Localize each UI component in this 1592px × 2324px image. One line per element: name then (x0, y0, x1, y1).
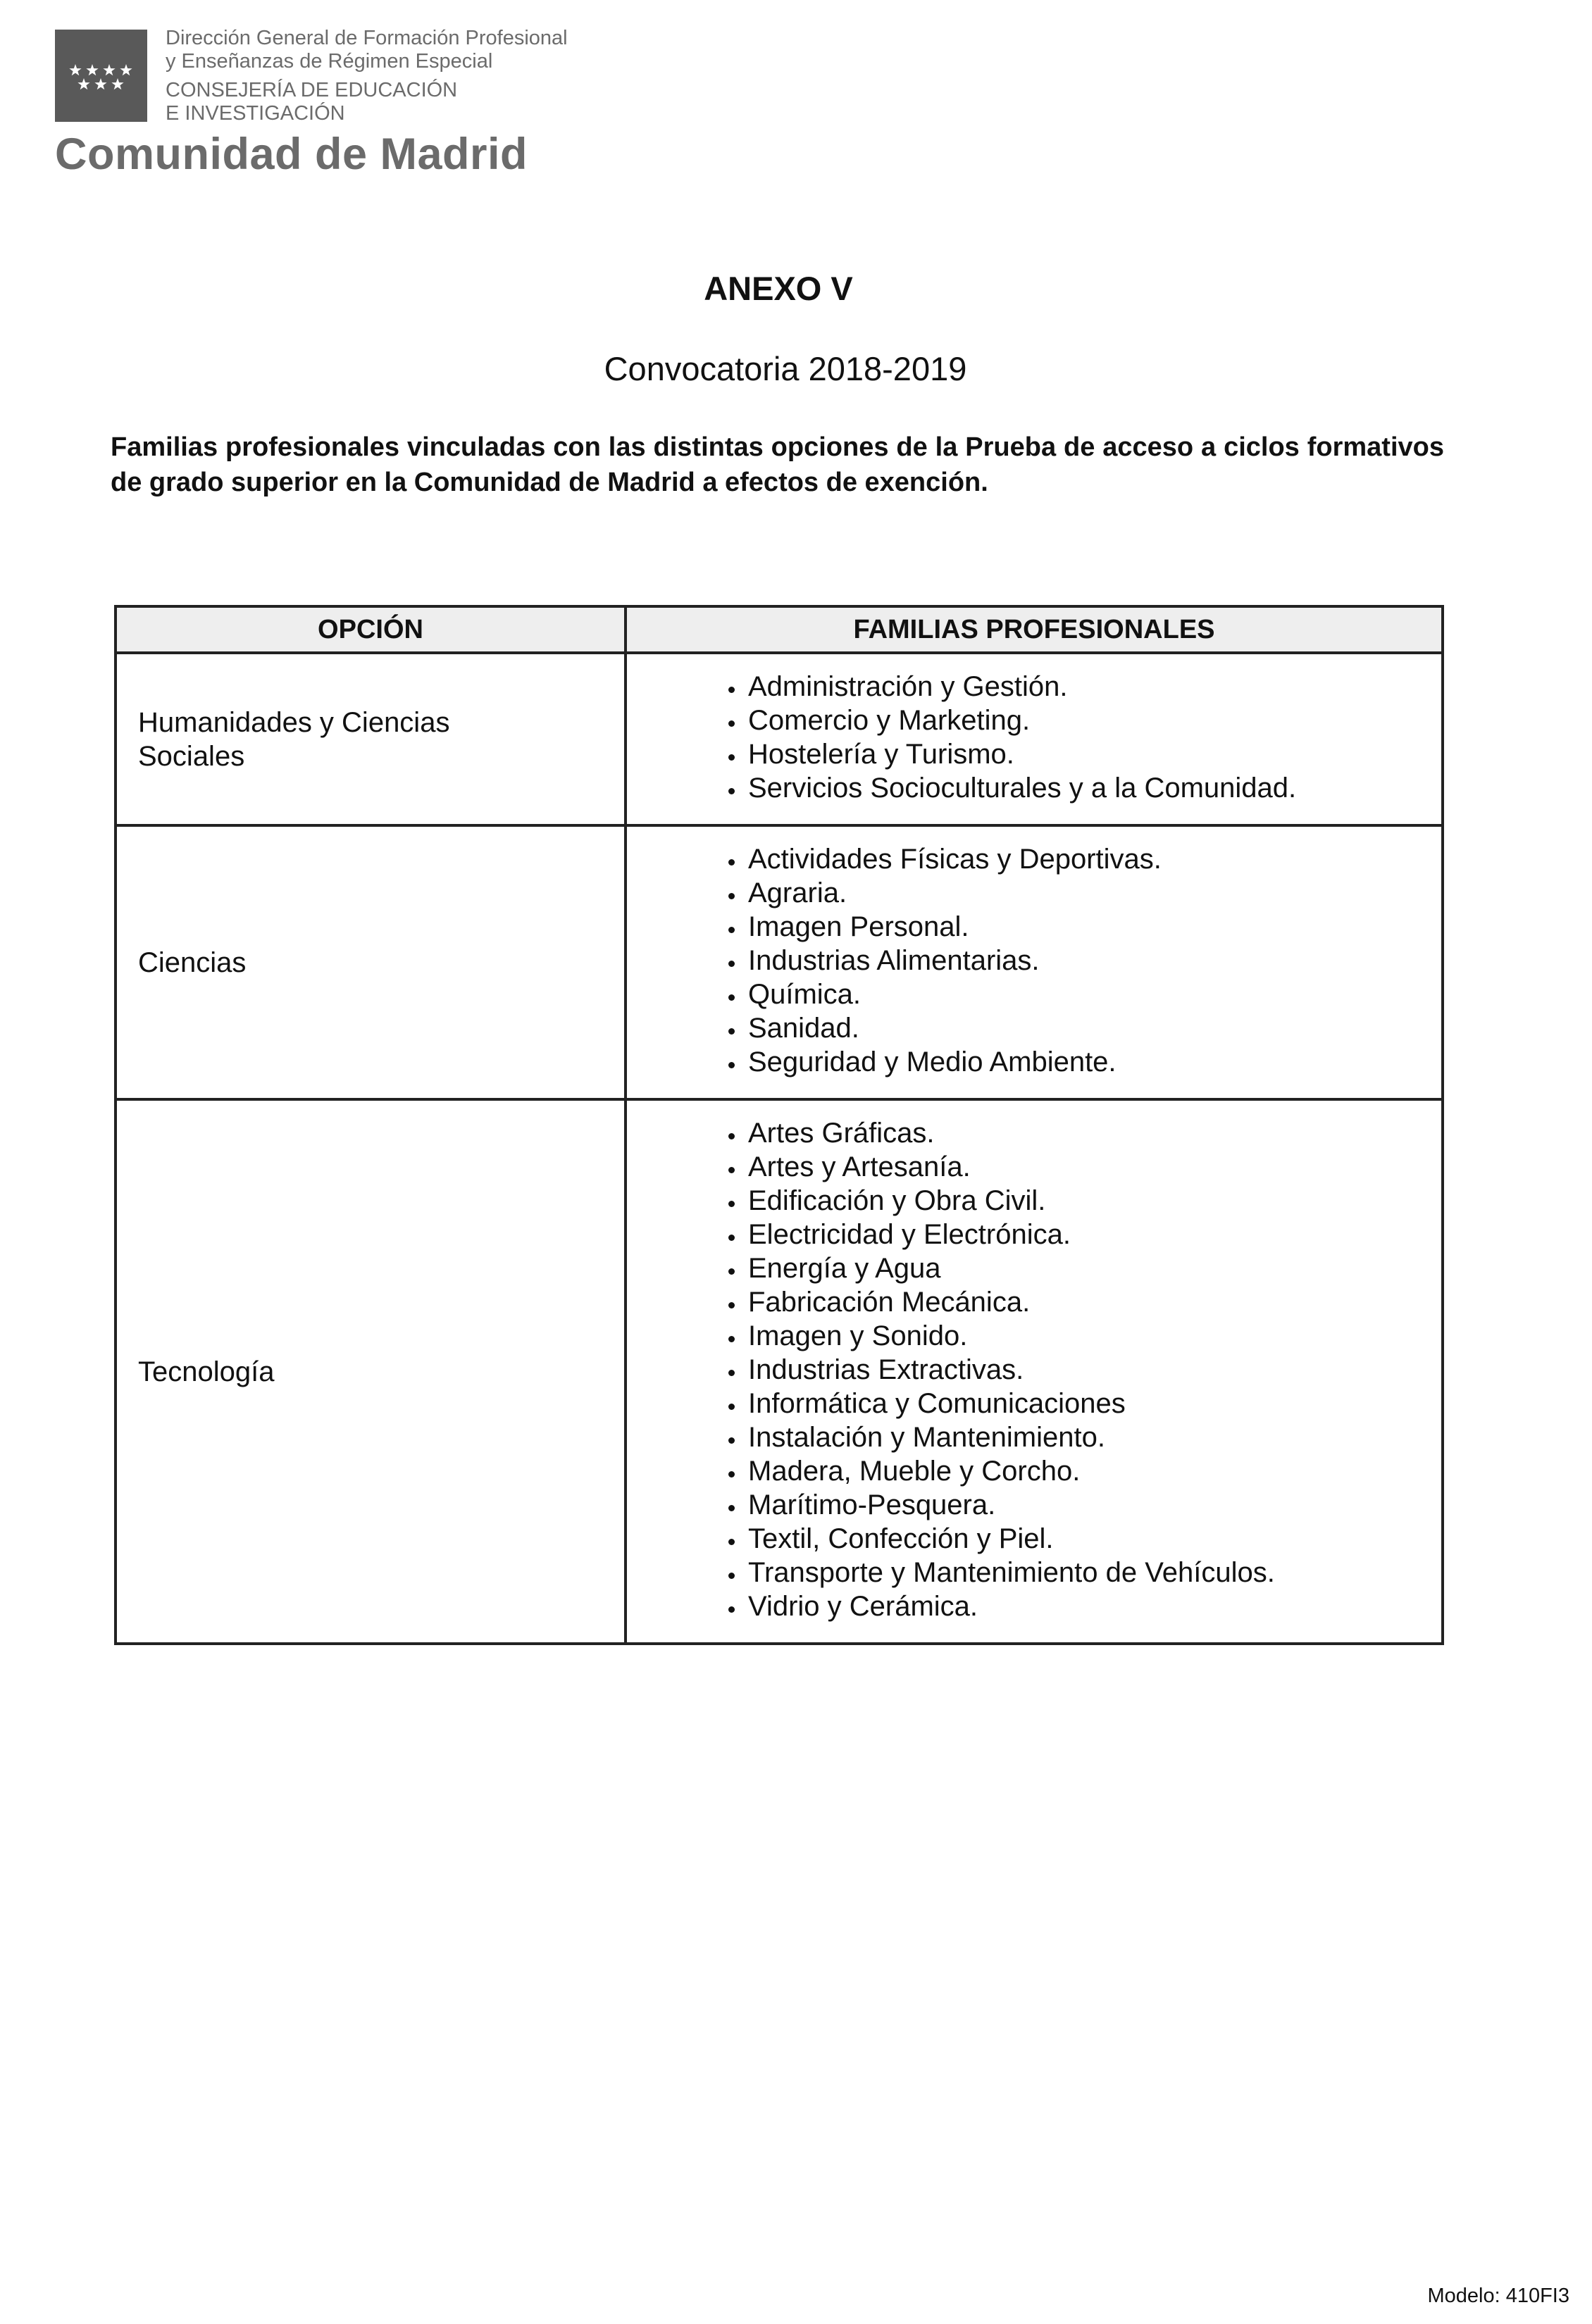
families-list (627, 670, 1441, 805)
list-item: • Electricidad y Electrónica. (745, 1218, 1441, 1251)
list-item: • Madera, Mueble y Corcho. (745, 1454, 1441, 1488)
list-item: • Hostelería y Turismo. (745, 737, 1441, 771)
council-line: CONSEJERÍA DE EDUCACIÓN (166, 79, 458, 101)
call-title: Convocatoria 2018-2019 (604, 350, 967, 387)
model-code: Modelo: 410FI3 (1427, 2285, 1569, 2307)
list-item: • Comercio y Marketing. (745, 704, 1441, 737)
list-item: • Artes y Artesanía. (745, 1150, 1441, 1184)
families-list (627, 1116, 1441, 1623)
table-row (116, 1099, 1443, 1644)
families-cell (626, 1099, 1443, 1644)
column-header-option: OPCIÓN (116, 606, 626, 653)
list-item: • Transporte y Mantenimiento de Vehículos. (745, 1556, 1441, 1589)
table-row (116, 825, 1443, 1099)
list-item: • Instalación y Mantenimiento. (745, 1420, 1441, 1454)
table-header-row (116, 606, 1443, 653)
list-item: • Administración y Gestión. (745, 670, 1441, 704)
column-header-families: FAMILIAS PROFESIONALES (626, 606, 1443, 653)
brand-name: Comunidad de Madrid (55, 130, 528, 179)
list-item: • Sanidad. (745, 1011, 1441, 1045)
intro-paragraph: Familias profesionales vinculadas con las distintas opciones de la Prueba de acceso a ciclos formativos de grado superior en la Comunidad de Madrid a efectos de exención. (111, 432, 1444, 497)
families-cell (626, 653, 1443, 825)
list-item: • Energía y Agua (745, 1251, 1441, 1285)
list-item: • Edificación y Obra Civil. (745, 1184, 1441, 1218)
department-name (166, 27, 588, 125)
list-item: • Seguridad y Medio Ambiente. (745, 1045, 1441, 1079)
option-label: Ciencias (138, 947, 247, 978)
list-item: • Imagen Personal. (745, 910, 1441, 944)
dept-line: y Enseñanzas de Régimen Especial (166, 50, 493, 73)
option-cell (116, 825, 626, 1099)
option-cell (116, 1099, 626, 1644)
madrid-flag-stars-icon (55, 30, 147, 122)
list-item: • Agraria. (745, 876, 1441, 910)
list-item: • Química. (745, 977, 1441, 1011)
families-cell (626, 825, 1443, 1099)
families-list (627, 842, 1441, 1079)
option-label: Tecnología (138, 1356, 275, 1387)
dept-line: Dirección General de Formación Profesional (166, 27, 568, 49)
option-cell (116, 653, 626, 825)
annex-title: ANEXO V (704, 270, 853, 307)
council-line: E INVESTIGACIÓN (166, 102, 345, 125)
list-item: • Informática y Comunicaciones (745, 1387, 1441, 1420)
list-item: • Industrias Extractivas. (745, 1353, 1441, 1387)
list-item: • Servicios Socioculturales y a la Comunidad. (745, 771, 1441, 805)
list-item: • Industrias Alimentarias. (745, 944, 1441, 977)
list-item: • Actividades Físicas y Deportivas. (745, 842, 1441, 876)
list-item: • Marítimo-Pesquera. (745, 1488, 1441, 1522)
list-item: • Textil, Confección y Piel. (745, 1522, 1441, 1556)
list-item: • Imagen y Sonido. (745, 1319, 1441, 1353)
list-item: • Vidrio y Cerámica. (745, 1589, 1441, 1623)
families-table (114, 605, 1444, 1645)
list-item: • Artes Gráficas. (745, 1116, 1441, 1150)
option-label: Humanidades y Ciencias Sociales (138, 706, 450, 772)
list-item: • Fabricación Mecánica. (745, 1285, 1441, 1319)
institution-logo (55, 27, 576, 182)
table-row (116, 653, 1443, 825)
